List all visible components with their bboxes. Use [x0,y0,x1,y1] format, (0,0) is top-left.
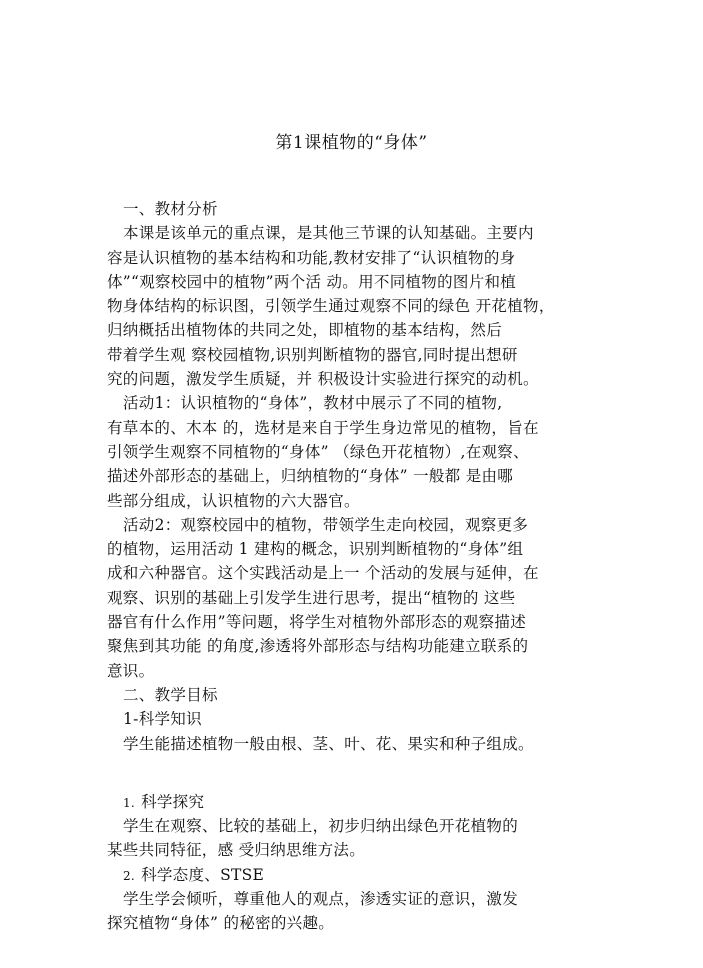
paragraph-line: 带着学生观 察校园植物,识别判断植物的器官,同时提出想研 [107,345,518,364]
paragraph-line: 容是认识植物的基本结构和功能,教材安排了“认识植物的身 [107,248,516,267]
paragraph-line: 物身体结构的标识图，引领学生通过观察不同的绿色 开花植物， [107,297,555,316]
subsection-label: 科学态度、STSE [141,865,265,884]
paragraph-line: 意识。 [107,661,155,680]
paragraph-line: 描述外部形态的基础上，归纳植物的“身体” 一般都 是由哪 [107,467,514,486]
paragraph-line: 聚焦到其功能 的角度,渗透将外部形态与结构功能建立联系的 [107,637,529,656]
subsection-heading-attitude [107,863,607,887]
paragraph-line: 某些共同特征，感 受归纳思维方法。 [107,841,366,860]
list-number: 2. [123,868,136,883]
list-number: 1. [123,795,136,810]
document-title: 第1课植物的“身体” [275,133,428,153]
paragraph-line: 成和六种器官。这个实践活动是上一 个活动的发展与延伸，在 [107,564,539,583]
paragraph-line: 究的问题，激发学生质疑，并 积极设计实验进行探究的动机。 [107,370,539,389]
paragraph-line: 本课是该单元的重点课，是其他三节课的认知基础。主要内 [123,224,534,243]
paragraph-line: 学生学会倾听，尊重他人的观点，渗透实证的意识，激发 [123,890,519,909]
paragraph-line: 器官有什么作用”等问题，将学生对植物外部形态的观察描述 [107,613,527,632]
subsection-heading-knowledge: 1-科学知识 [123,710,202,729]
paragraph-line: 探究植物“身体” 的秘密的兴趣。 [107,914,335,933]
paragraph-line: 活动1：认识植物的“身体”，教材中展示了不同的植物, [123,394,503,413]
subsection-label: 科学探究 [141,792,205,811]
paragraph-line: 观察、识别的基础上引发学生进行思考，提出“植物的 这些 [107,588,516,607]
spacer [107,756,607,790]
paragraph-line: 活动2：观察校园中的植物，带领学生走向校园，观察更多 [123,515,529,534]
section-heading-1: 一、教材分析 [123,200,218,218]
paragraph-line: 体”“观察校园中的植物”两个活 动。用不同植物的图片和植 [107,272,517,291]
section-heading-2: 二、教学目标 [123,685,218,704]
paragraph-line: 有草本的、木本 的，选材是来自于学生身边常见的植物，旨在 [107,418,539,437]
paragraph-line: 的植物，运用活动 1 建构的概念，识别判断植物的“身体”组 [107,540,524,559]
paragraph-line: 些部分组成，认识植物的六大器官。 [107,491,360,510]
document-body [107,197,607,936]
paragraph-line: 引领学生观察不同植物的“身体” （绿色开花植物）,在观察、 [107,442,529,461]
paragraph-line: 学生能描述植物一般由根、茎、叶、花、果实和种子组成。 [123,734,534,753]
paragraph-line: 归纳概括出植物体的共同之处，即植物的基本结构，然后 [107,321,503,340]
subsection-heading-inquiry [107,790,607,814]
paragraph-line: 学生在观察、比较的基础上，初步归纳出绿色开花植物的 [123,817,519,836]
